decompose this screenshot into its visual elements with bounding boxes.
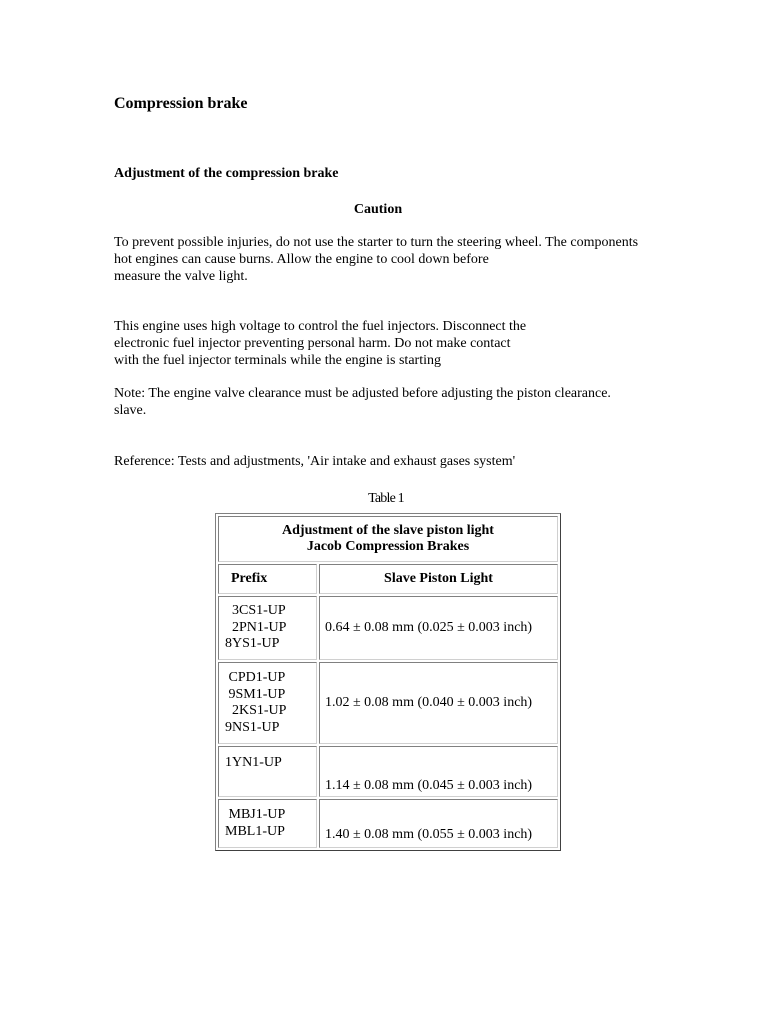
text-line: measure the valve light.	[114, 269, 248, 284]
page-title: Compression brake	[114, 95, 248, 112]
value-cell: 0.64 ± 0.08 mm (0.025 ± 0.003 inch)	[319, 596, 558, 660]
table-title-line: Jacob Compression Brakes	[306, 539, 470, 554]
slave-piston-table	[215, 513, 561, 851]
text-line: with the fuel injector terminals while the engine is starting	[114, 353, 441, 368]
table-caption: Table 1	[368, 491, 404, 506]
prefix-cell: MBJ1-UP MBL1-UP	[218, 799, 317, 848]
text-line: hot engines can cause burns. Allow the engine to cool down before	[114, 252, 489, 267]
note-paragraph	[114, 385, 611, 419]
table-row	[218, 746, 558, 797]
value-cell: 1.40 ± 0.08 mm (0.055 ± 0.003 inch)	[319, 799, 558, 848]
text-line: electronic fuel injector preventing personal harm. Do not make contact	[114, 336, 511, 351]
column-header-slave-piston-light: Slave Piston Light	[319, 564, 558, 594]
text-line: To prevent possible injuries, do not use the starter to turn the steering wheel. The components	[114, 235, 639, 250]
prefix-cell: 3CS1-UP 2PN1-UP 8YS1-UP	[218, 596, 317, 660]
text-line: slave.	[114, 403, 147, 418]
caution-paragraph-1	[114, 234, 638, 285]
section-heading: Adjustment of the compression brake	[114, 166, 339, 181]
table-title-cell	[218, 516, 558, 562]
table-row	[218, 799, 558, 848]
prefix-cell: CPD1-UP 9SM1-UP 2KS1-UP 9NS1-UP	[218, 662, 317, 744]
value-cell: 1.02 ± 0.08 mm (0.040 ± 0.003 inch)	[319, 662, 558, 744]
text-line: Note: The engine valve clearance must be adjusted before adjusting the piston clearance.	[114, 386, 611, 401]
text-line: This engine uses high voltage to control the fuel injectors. Disconnect the	[114, 319, 527, 334]
table-row	[218, 662, 558, 744]
table-title-line: Adjustment of the slave piston light	[282, 522, 494, 538]
reference-paragraph: Reference: Tests and adjustments, 'Air intake and exhaust gases system'	[114, 454, 516, 469]
value-cell: 1.14 ± 0.08 mm (0.045 ± 0.003 inch)	[319, 746, 558, 797]
caution-paragraph-2	[114, 318, 526, 369]
table-row	[218, 596, 558, 660]
caution-heading: Caution	[353, 202, 403, 217]
column-header-prefix: Prefix	[218, 564, 317, 594]
prefix-cell: 1YN1-UP	[218, 746, 317, 797]
